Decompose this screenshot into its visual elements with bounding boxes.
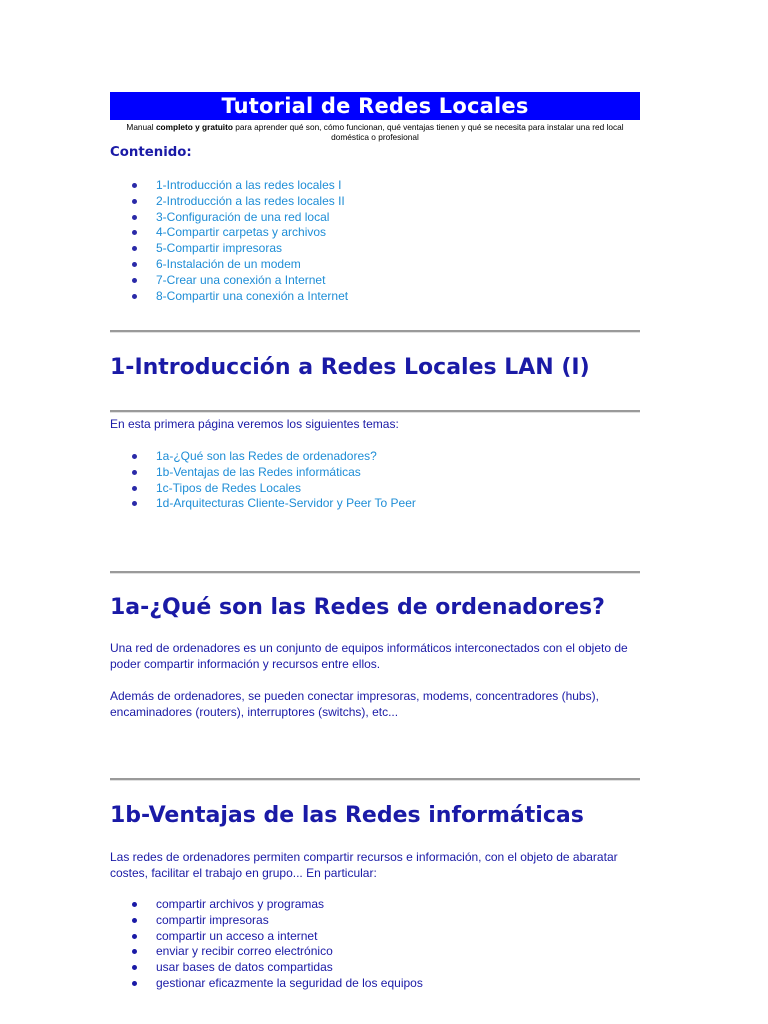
- list-item-text: compartir un acceso a internet: [156, 928, 318, 943]
- section-1a-paragraph-2: Además de ordenadores, se pueden conectar impresoras, modems, concentradores (hubs), encaminadores (routers), interruptores (switchs), etc...: [110, 689, 599, 719]
- toc-link-text: 7-Crear una conexión a Internet: [156, 272, 326, 287]
- list-item: [110, 944, 423, 960]
- toc-link[interactable]: [110, 241, 348, 257]
- document-subtitle: [110, 122, 640, 142]
- topic-link[interactable]: [110, 481, 416, 497]
- bullet-icon: [132, 918, 137, 923]
- subtitle-prefix: Manual: [126, 122, 156, 132]
- topic-link[interactable]: [110, 496, 416, 512]
- section-1a-paragraph-1: Una red de ordenadores es un conjunto de equipos informáticos interconectados con el objeto de poder compartir información y recursos entre ellos.: [110, 641, 628, 671]
- bullet-icon: [132, 934, 137, 939]
- toc-link[interactable]: [110, 178, 348, 194]
- toc-link[interactable]: [110, 289, 348, 305]
- topic-link[interactable]: [110, 449, 416, 465]
- advantages-list: [110, 897, 423, 992]
- list-item: [110, 929, 423, 945]
- toc-link[interactable]: [110, 273, 348, 289]
- bullet-icon: [132, 262, 137, 267]
- topic-link-text: 1b-Ventajas de las Redes informáticas: [156, 464, 361, 479]
- list-item-text: gestionar eficazmente la seguridad de los equipos: [156, 975, 423, 990]
- toc-link-text: 6-Instalación de un modem: [156, 256, 301, 271]
- toc-link-text: 4-Compartir carpetas y archivos: [156, 225, 327, 240]
- divider: [110, 410, 640, 413]
- toc-link[interactable]: [110, 257, 348, 273]
- subtitle-suffix: para aprender qué son, cómo funcionan, qué ventajas tienen y qué se necesita para instalar una red local doméstica o profesional: [232, 122, 624, 142]
- list-item-text: compartir archivos y programas: [156, 897, 325, 911]
- toc-link[interactable]: [110, 194, 348, 210]
- section-1-heading: 1-Introducción a Redes Locales LAN (I): [110, 355, 590, 380]
- bullet-icon: [132, 949, 137, 954]
- divider: [110, 330, 640, 333]
- list-item: [110, 897, 423, 913]
- bullet-icon: [132, 230, 137, 235]
- toc-link-text: 3-Configuración de una red local: [156, 209, 330, 224]
- list-item: [110, 960, 423, 976]
- section-1b-paragraph: Las redes de ordenadores permiten compartir recursos e información, con el objeto de abaratar costes, facilitar el trabajo en grupo... En particular:: [110, 850, 618, 880]
- toc-link-text: 5-Compartir impresoras: [156, 241, 283, 256]
- toc-link-text: 8-Compartir una conexión a Internet: [156, 288, 349, 303]
- toc-link[interactable]: [110, 210, 348, 226]
- bullet-icon: [132, 199, 137, 204]
- list-item-text: compartir impresoras: [156, 912, 269, 927]
- bullet-icon: [132, 470, 137, 475]
- divider: [110, 571, 640, 574]
- topic-link[interactable]: [110, 465, 416, 481]
- bullet-icon: [132, 902, 137, 907]
- section-1-intro: En esta primera página veremos los siguientes temas:: [110, 417, 399, 431]
- bullet-icon: [132, 183, 137, 188]
- bullet-icon: [132, 965, 137, 970]
- document-title: Tutorial de Redes Locales: [110, 92, 640, 120]
- contents-label: Contenido:: [110, 145, 192, 160]
- topic-link-text: 1a-¿Qué son las Redes de ordenadores?: [156, 449, 377, 463]
- bullet-icon: [132, 294, 137, 299]
- section-1a-heading: 1a-¿Qué son las Redes de ordenadores?: [110, 595, 605, 620]
- bullet-icon: [132, 246, 137, 251]
- divider: [110, 778, 640, 781]
- toc-link-text: 1-Introducción a las redes locales I: [156, 178, 342, 192]
- toc-link[interactable]: [110, 225, 348, 241]
- bullet-icon: [132, 278, 137, 283]
- bullet-icon: [132, 215, 137, 220]
- list-item-text: enviar y recibir correo electrónico: [156, 944, 333, 959]
- toc-link-text: 2-Introducción a las redes locales II: [156, 193, 345, 208]
- list-item: [110, 976, 423, 992]
- bullet-icon: [132, 501, 137, 506]
- bullet-icon: [132, 486, 137, 491]
- bullet-icon: [132, 981, 137, 986]
- topic-link-text: 1c-Tipos de Redes Locales: [156, 480, 301, 495]
- bullet-icon: [132, 454, 137, 459]
- table-of-contents: [110, 178, 348, 304]
- subtitle-bold: completo y gratuito: [155, 122, 233, 132]
- section-1-topics: [110, 449, 416, 512]
- section-1b-heading: 1b-Ventajas de las Redes informáticas: [110, 803, 584, 828]
- list-item-text: usar bases de datos compartidas: [156, 960, 333, 975]
- topic-link-text: 1d-Arquitecturas Cliente-Servidor y Peer To Peer: [156, 496, 416, 511]
- list-item: [110, 913, 423, 929]
